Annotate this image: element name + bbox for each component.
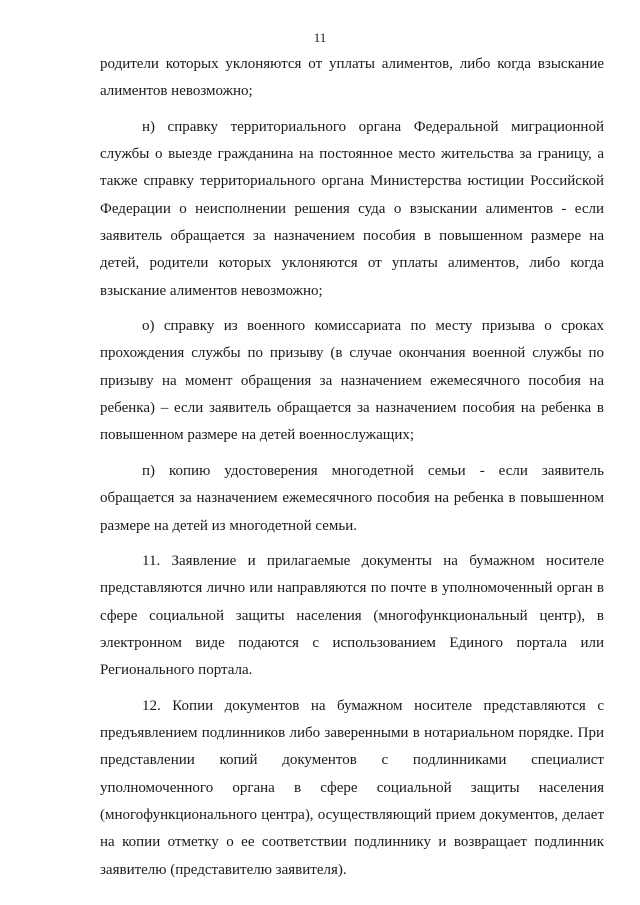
paragraph-continuation: родители которых уклоняются от уплаты алиментов, либо когда взыскание алиментов невозможно; <box>100 56 604 100</box>
paragraph-item-o: о) справку из военного комиссариата по месту призыва о сроках прохождения службы по призыву (в случае окончания военной службы по призыву на момент обращения за назначением ежемесячного пособия на ребенка) – если заявитель обращается за назначением пособия на ребенка в повышенном размере на детей военнослужащих; <box>100 318 604 444</box>
document-body <box>100 51 604 884</box>
paragraph-clause-11: 11. Заявление и прилагаемые документы на бумажном носителе представляются лично или направляются по почте в уполномоченный орган в сфере социальной защиты населения (многофункциональный центр), в электронном виде подаются с использованием Единого портала или Регионального портала. <box>100 552 604 679</box>
page-number: 11 <box>313 30 327 45</box>
paragraph-item-p: п) копию удостоверения многодетной семьи - если заявитель обращается за назначением ежемесячного пособия на ребенка в повышенном размере на детей из многодетной семьи. <box>100 462 604 534</box>
paragraph-clause-12: 12. Копии документов на бумажном носителе представляются с предъявлением подлинников либо заверенными в нотариальном порядке. При представлении копий документов с подлинниками специалист уполномоченного органа в сфере социальной защиты населения (многофункционального центра), осуществляющий прием документов, делает на копии отметку о ее соответствии подлиннику и возвращает подлинник заявителю (представителю заявителя). <box>100 697 604 878</box>
paragraph-item-n: н) справку территориального органа Федеральной миграционной службы о выезде гражданина на постоянное место жительства за границу, а также справку территориального органа Министерства юстиции Российской Федерации о неисполнении решения суда о взыскании алиментов - если заявитель обращается за назначением пособия в повышенном размере на детей, родители которых уклоняются от уплаты алиментов, либо когда взыскание алиментов невозможно; <box>100 118 604 299</box>
